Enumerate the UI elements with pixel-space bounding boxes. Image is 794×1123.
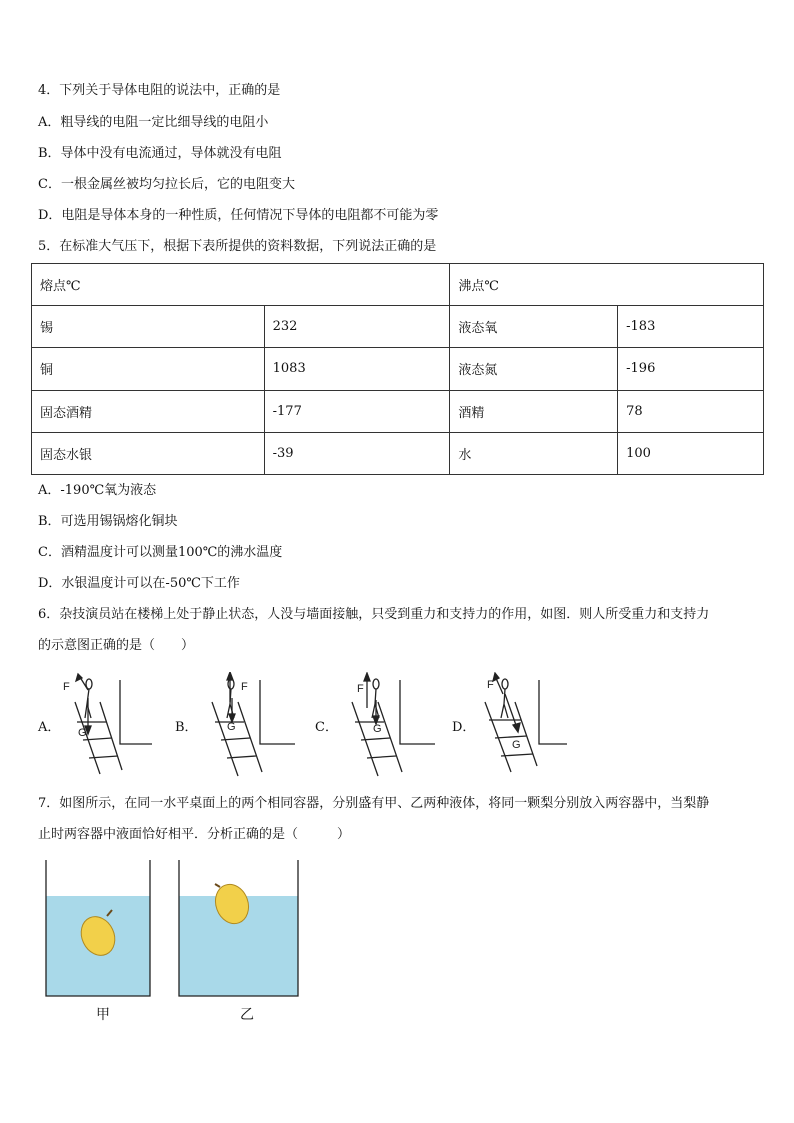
q7-stem-line1: 7．如图所示，在同一水平桌面上的两个相同容器，分别盛有甲、乙两种液体，将同一颗梨分别放入两容器中，当梨静 <box>38 796 710 811</box>
force-f-label: F <box>63 681 70 693</box>
table-row <box>32 432 764 474</box>
q5-option-b: B．可选用锡锅熔化铜块 <box>38 514 178 529</box>
q6-option-b-label: B． <box>175 720 198 735</box>
q6-figure-d <box>475 672 570 777</box>
q6-figure-a <box>60 672 155 777</box>
q7-stem-line2: 止时两容器中液面恰好相平．分析正确的是（ ） <box>38 827 351 842</box>
q6-stem-line2: 的示意图正确的是（ ） <box>38 638 195 653</box>
q5-stem: 5．在标准大气压下，根据下表所提供的资料数据，下列说法正确的是 <box>38 239 437 254</box>
force-f-label: F <box>241 681 248 693</box>
q6-option-d-label: D． <box>452 720 476 735</box>
label-yi: 乙 <box>240 1007 254 1023</box>
table-header-row <box>32 264 764 306</box>
force-g-label: G <box>373 723 382 735</box>
table-cell: -177 <box>264 390 450 432</box>
header-melting-point: 熔点℃ <box>32 264 450 306</box>
header-boiling-point: 沸点℃ <box>450 264 764 306</box>
q4-option-d: D．电阻是导体本身的一种性质，任何情况下导体的电阻都不可能为零 <box>38 208 439 223</box>
table-cell: 水 <box>450 432 618 474</box>
table-cell: 1083 <box>264 348 450 390</box>
table-row <box>32 390 764 432</box>
q4-option-b: B．导体中没有电流通过，导体就没有电阻 <box>38 146 282 161</box>
force-g-label: G <box>78 727 87 739</box>
data-table <box>31 263 764 475</box>
table-cell: 232 <box>264 306 450 348</box>
table-cell: 锡 <box>32 306 265 348</box>
table-cell: 固态水银 <box>32 432 265 474</box>
q4-option-a: A．粗导线的电阻一定比细导线的电阻小 <box>38 115 269 130</box>
q4-option-c: C．一根金属丝被均匀拉长后，它的电阻变大 <box>38 177 295 192</box>
table-row <box>32 348 764 390</box>
q6-figure-b <box>200 672 300 777</box>
q6-figure-c <box>340 672 440 777</box>
force-f-label: F <box>357 683 364 695</box>
q5-option-c: C．酒精温度计可以测量100℃的沸水温度 <box>38 545 283 560</box>
q6-option-c-label: C． <box>315 720 338 735</box>
q5-option-a: A．-190℃氧为液态 <box>38 483 157 498</box>
table-cell: 固态酒精 <box>32 390 265 432</box>
table-cell: 酒精 <box>450 390 618 432</box>
table-row <box>32 306 764 348</box>
force-g-label: G <box>512 739 521 751</box>
q5-option-d: D．水银温度计可以在-50℃下工作 <box>38 576 240 591</box>
force-f-label: F <box>487 679 494 691</box>
table-cell: 液态氮 <box>450 348 618 390</box>
q4-stem: 4．下列关于导体电阻的说法中，正确的是 <box>38 83 281 98</box>
table-cell: -196 <box>618 348 764 390</box>
q6-option-a-label: A． <box>38 720 61 735</box>
label-jia: 甲 <box>96 1007 110 1023</box>
force-g-label: G <box>227 721 236 733</box>
table-cell: 78 <box>618 390 764 432</box>
table-cell: 铜 <box>32 348 265 390</box>
table-cell: -183 <box>618 306 764 348</box>
q7-containers-figure <box>40 858 300 1000</box>
q6-stem-line1: 6．杂技演员站在楼梯上处于静止状态，人没与墙面接触，只受到重力和支持力的作用，如图．则人所受重力和支持力 <box>38 607 710 622</box>
table-cell: 液态氧 <box>450 306 618 348</box>
table-cell: 100 <box>618 432 764 474</box>
table-cell: -39 <box>264 432 450 474</box>
